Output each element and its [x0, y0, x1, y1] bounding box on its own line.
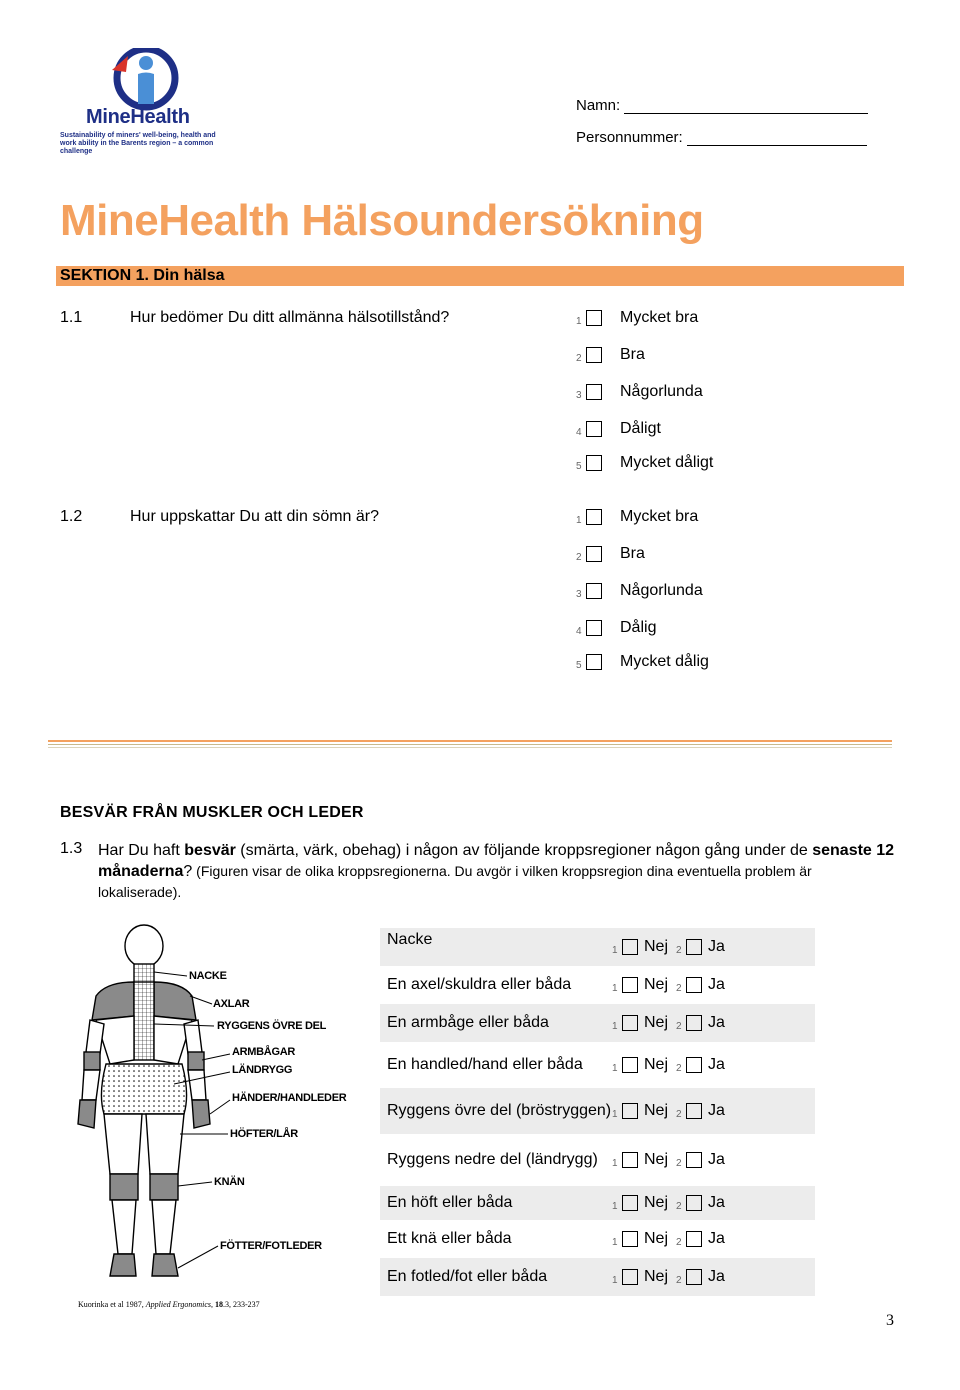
- citation-sep: ,: [211, 1300, 216, 1309]
- citation-pages: .3, 233-237: [223, 1300, 260, 1309]
- logo-wordmark: MineHealth: [86, 106, 190, 128]
- checkbox[interactable]: [586, 654, 602, 670]
- body-region-label: Ryggens nedre del (ländrygg): [387, 1151, 598, 1168]
- yes-no-options: [612, 938, 733, 956]
- checkbox-ja[interactable]: [686, 977, 702, 993]
- checkbox-ja[interactable]: [686, 1103, 702, 1119]
- option-ja: Ja: [708, 938, 725, 955]
- body-region-label: Nacke: [387, 931, 433, 948]
- table-row: [380, 1088, 815, 1134]
- option-number: 5: [576, 659, 582, 671]
- question-1-3-text: [98, 840, 898, 903]
- q13-post: ?: [183, 863, 193, 880]
- question-1-1-number: 1.1: [60, 309, 83, 326]
- option-nej: Nej: [644, 1014, 669, 1031]
- yes-no-options: [612, 1014, 733, 1032]
- option-nej: Nej: [644, 976, 669, 993]
- option-ja: Ja: [708, 976, 725, 993]
- option-number: 3: [576, 389, 582, 401]
- logo-tagline: Sustainability of miners' well-being, health and work ability in the Barents region – a common challenge: [60, 132, 216, 155]
- name-field[interactable]: [576, 97, 868, 114]
- checkbox[interactable]: [586, 310, 602, 326]
- checkbox-nej[interactable]: [622, 939, 638, 955]
- checkbox-ja[interactable]: [686, 1015, 702, 1031]
- yes-no-options: [612, 976, 733, 994]
- figure-label: RYGGENS ÖVRE DEL: [217, 1020, 327, 1032]
- option-nej: Nej: [644, 1151, 669, 1168]
- question-1-2-number: 1.2: [60, 508, 83, 525]
- table-row: [380, 1004, 815, 1042]
- option-nej: Nej: [644, 938, 669, 955]
- table-row: [380, 1042, 815, 1088]
- page-number: 3: [886, 1312, 894, 1329]
- table-row: [380, 928, 815, 966]
- option-number: 4: [576, 625, 582, 637]
- citation-authors: Kuorinka et al 1987,: [78, 1300, 146, 1309]
- yes-no-options: [612, 1102, 733, 1120]
- q12-option-4[interactable]: [576, 618, 656, 638]
- body-regions-figure: [62, 924, 372, 1296]
- q12-option-1[interactable]: [576, 507, 698, 527]
- option-number: 2: [676, 1236, 682, 1248]
- q12-option-3[interactable]: [576, 581, 703, 601]
- option-ja: Ja: [708, 1102, 725, 1119]
- yes-no-options: [612, 1230, 733, 1248]
- checkbox[interactable]: [586, 347, 602, 363]
- option-label: Någorlunda: [620, 582, 703, 599]
- option-label: Dålig: [620, 619, 657, 636]
- figure-label: FÖTTER/FOTLEDER: [220, 1240, 322, 1252]
- yes-no-options: [612, 1056, 733, 1074]
- yes-no-options: [612, 1268, 733, 1286]
- q11-option-2[interactable]: [576, 345, 645, 365]
- separator-line: [48, 747, 892, 748]
- checkbox[interactable]: [586, 583, 602, 599]
- section-header: [56, 266, 904, 286]
- option-label: Mycket dålig: [620, 653, 709, 670]
- checkbox[interactable]: [586, 384, 602, 400]
- option-number: 2: [676, 1200, 682, 1212]
- option-number: 2: [676, 944, 682, 956]
- option-ja: Ja: [708, 1230, 725, 1247]
- q11-option-4[interactable]: [576, 419, 661, 439]
- checkbox[interactable]: [586, 421, 602, 437]
- checkbox-ja[interactable]: [686, 939, 702, 955]
- option-number: 1: [612, 1274, 618, 1286]
- option-number: 2: [676, 1108, 682, 1120]
- option-ja: Ja: [708, 1056, 725, 1073]
- yes-no-options: [612, 1194, 733, 1212]
- q11-option-1[interactable]: [576, 308, 698, 328]
- option-nej: Nej: [644, 1102, 669, 1119]
- muscles-heading: BESVÄR FRÅN MUSKLER OCH LEDER: [60, 804, 364, 821]
- body-region-table: [380, 928, 815, 1296]
- option-nej: Nej: [644, 1194, 669, 1211]
- q11-option-3[interactable]: [576, 382, 703, 402]
- figure-label: KNÄN: [214, 1176, 245, 1188]
- option-nej: Nej: [644, 1268, 669, 1285]
- body-region-label: En armbåge eller båda: [387, 1014, 549, 1031]
- q13-mid: (smärta, värk, obehag) i någon av följande kroppsregioner någon gång under de: [235, 842, 813, 859]
- checkbox-nej[interactable]: [622, 1103, 638, 1119]
- body-region-label: En höft eller båda: [387, 1194, 513, 1211]
- figure-citation: [78, 1300, 260, 1309]
- option-number: 1: [612, 1200, 618, 1212]
- separator-line: [48, 740, 892, 742]
- checkbox[interactable]: [586, 509, 602, 525]
- personal-number-field[interactable]: [576, 129, 867, 146]
- checkbox-nej[interactable]: [622, 1152, 638, 1168]
- checkbox-nej[interactable]: [622, 1269, 638, 1285]
- question-1-1-text: Hur bedömer Du ditt allmänna hälsotillstånd?: [130, 309, 450, 326]
- checkbox-nej[interactable]: [622, 1231, 638, 1247]
- checkbox-nej[interactable]: [622, 1015, 638, 1031]
- section-title: SEKTION 1. Din hälsa: [60, 267, 225, 284]
- table-row: [380, 1186, 815, 1220]
- checkbox[interactable]: [586, 455, 602, 471]
- option-number: 2: [676, 1020, 682, 1032]
- q13-bold-period: senaste 12 månaderna: [98, 842, 895, 880]
- checkbox-ja[interactable]: [686, 1057, 702, 1073]
- option-number: 5: [576, 460, 582, 472]
- table-row: [380, 1134, 815, 1186]
- personal-number-label: Personnummer:: [576, 129, 683, 146]
- q13-bold-besvar: besvär: [184, 842, 236, 859]
- body-region-label: Ryggens övre del (bröstryggen): [387, 1102, 612, 1119]
- option-number: 2: [576, 352, 582, 364]
- body-region-label: En fotled/fot eller båda: [387, 1268, 548, 1285]
- option-number: 1: [576, 315, 582, 327]
- checkbox-ja[interactable]: [686, 1269, 702, 1285]
- body-region-label: En handled/hand eller båda: [387, 1056, 583, 1073]
- name-label: Namn:: [576, 97, 621, 114]
- question-1-3-number: 1.3: [60, 840, 83, 857]
- checkbox-ja[interactable]: [686, 1195, 702, 1211]
- option-number: 1: [612, 982, 618, 994]
- table-row: [380, 966, 815, 1004]
- checkbox-nej[interactable]: [622, 977, 638, 993]
- citation-volume: 18: [215, 1300, 224, 1309]
- option-number: 2: [676, 1062, 682, 1074]
- option-number: 3: [576, 588, 582, 600]
- figure-label: HÖFTER/LÅR: [230, 1128, 298, 1140]
- checkbox-nej[interactable]: [622, 1195, 638, 1211]
- option-number: 4: [576, 426, 582, 438]
- body-region-label: Ett knä eller båda: [387, 1230, 512, 1247]
- checkbox[interactable]: [586, 620, 602, 636]
- option-number: 2: [676, 1157, 682, 1169]
- checkbox-nej[interactable]: [622, 1057, 638, 1073]
- q13-pre: Har Du haft: [98, 842, 185, 859]
- q11-option-5[interactable]: [576, 453, 713, 473]
- option-label: Mycket dåligt: [620, 454, 714, 471]
- figure-label: LÄNDRYGG: [232, 1064, 293, 1076]
- option-number: 1: [612, 1020, 618, 1032]
- option-number: 1: [612, 1062, 618, 1074]
- option-label: Bra: [620, 346, 645, 363]
- option-label: Mycket bra: [620, 508, 699, 525]
- question-1-2-text: Hur uppskattar Du att din sömn är?: [130, 508, 380, 525]
- checkbox-ja[interactable]: [686, 1231, 702, 1247]
- option-number: 2: [676, 982, 682, 994]
- option-ja: Ja: [708, 1151, 725, 1168]
- checkbox-ja[interactable]: [686, 1152, 702, 1168]
- q13-note: (Figuren visar de olika kroppsregionerna. Du avgör i vilken kroppsregion dina eventuella problem är lokaliserade).: [98, 863, 812, 900]
- option-number: 1: [612, 1157, 618, 1169]
- option-number: 1: [612, 944, 618, 956]
- option-number: 2: [576, 551, 582, 563]
- option-number: 1: [576, 514, 582, 526]
- yes-no-options: [612, 1151, 733, 1169]
- figure-label: HÄNDER/HANDLEDER: [232, 1092, 347, 1104]
- option-nej: Nej: [644, 1056, 669, 1073]
- option-number: 2: [676, 1274, 682, 1286]
- option-ja: Ja: [708, 1014, 725, 1031]
- option-nej: Nej: [644, 1230, 669, 1247]
- checkbox[interactable]: [586, 546, 602, 562]
- table-row: [380, 1220, 815, 1258]
- option-number: 1: [612, 1108, 618, 1120]
- option-label: Någorlunda: [620, 383, 703, 400]
- page-title: MineHealth Hälsoundersökning: [60, 196, 704, 245]
- figure-label: AXLAR: [213, 998, 250, 1010]
- option-label: Mycket bra: [620, 309, 699, 326]
- q12-option-5[interactable]: [576, 652, 709, 672]
- figure-label: NACKE: [189, 970, 227, 982]
- option-ja: Ja: [708, 1194, 725, 1211]
- option-ja: Ja: [708, 1268, 725, 1285]
- option-label: Bra: [620, 545, 645, 562]
- table-row: [380, 1258, 815, 1296]
- figure-label: ARMBÅGAR: [232, 1046, 295, 1058]
- citation-journal: Applied Ergonomics: [145, 1300, 212, 1309]
- body-region-label: En axel/skuldra eller båda: [387, 976, 572, 993]
- separator-line: [48, 744, 892, 745]
- option-label: Dåligt: [620, 420, 661, 437]
- q12-option-2[interactable]: [576, 544, 645, 564]
- option-number: 1: [612, 1236, 618, 1248]
